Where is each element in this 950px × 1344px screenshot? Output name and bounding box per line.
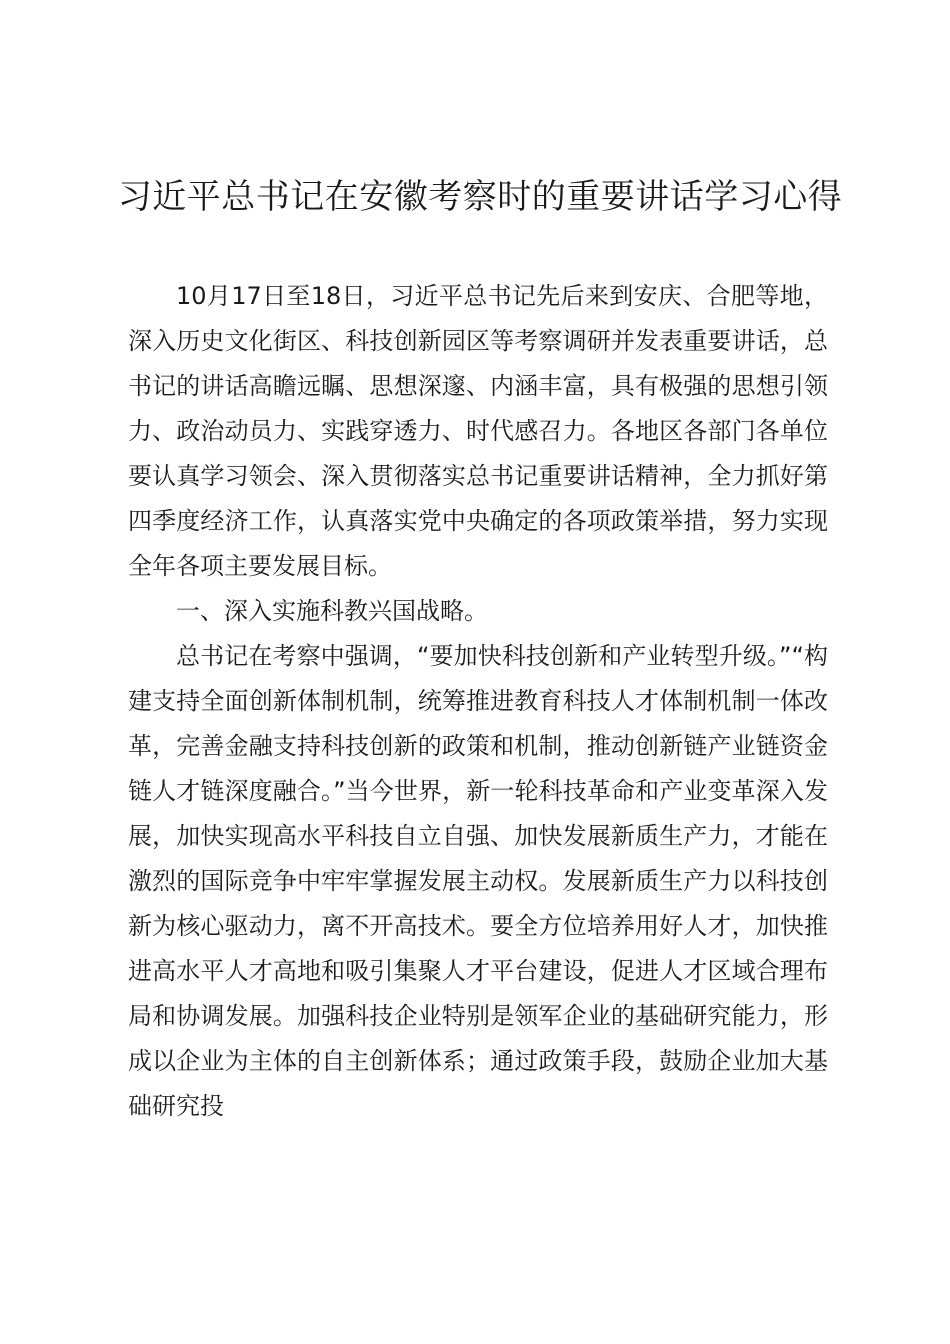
document-title: 习近平总书记在安徽考察时的重要讲话学习心得 xyxy=(117,177,843,217)
paragraph-intro: 10月17日至18日，习近平总书记先后来到安庆、合肥等地，深入历史文化街区、科技创新园区等考察调研并发表重要讲话，总书记的讲话高瞻远瞩、思想深邃、内涵丰富，具有极强的思想引领力、政治动员力、实践穿透力、时代感召力。各地区各部门各单位要认真学习领会、深入贯彻落实总书记重要讲话精神，全力抓好第四季度经济工作，认真落实党中央确定的各项政策举措，努力实现全年各项主要发展目标。 xyxy=(128,282,828,580)
paragraph-section-1: 总书记在考察中强调，“要加快科技创新和产业转型升级。”“构建支持全面创新体制机制，统筹推进教育科技人才体制机制一体改革，完善金融支持科技创新的政策和机制，推动创新链产业链资金链人才链深度融合。”当今世界，新一轮科技革命和产业变革深入发展，加快实现高水平科技自立自强、加快发展新质生产力，才能在激烈的国际竞争中牢牢掌握发展主动权。发展新质生产力以科技创新为核心驱动力，离不开高技术。要全方位培养用好人才，加快推进高水平人才高地和吸引集聚人才平台建设，促进人才区域合理布局和协调发展。加强科技企业特别是领军企业的基础研究能力，形成以企业为主体的自主创新体系；通过政策手段，鼓励企业加大基础研究投 xyxy=(128,642,828,1120)
section-heading-1: 一、深入实施科教兴国战略。 xyxy=(176,597,488,625)
document-body xyxy=(128,274,828,1129)
